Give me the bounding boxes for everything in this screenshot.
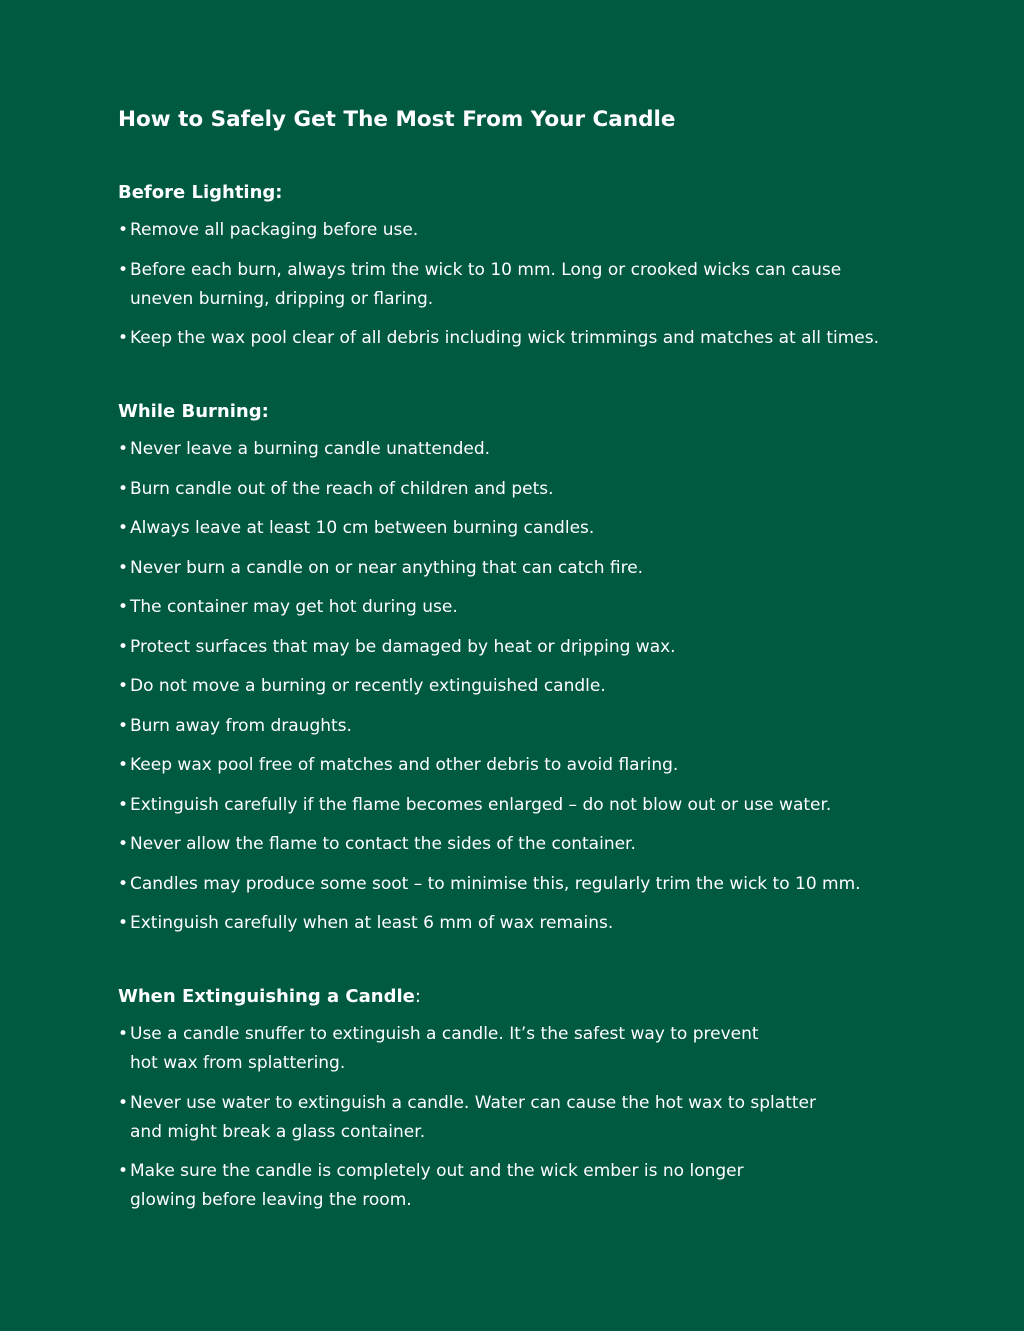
bullet-icon: • xyxy=(118,259,129,280)
list-item: • Always leave at least 10 cm between burning candles. xyxy=(118,514,920,543)
bullet-icon: • xyxy=(118,715,129,736)
list-item: • Candles may produce some soot – to minimise this, regularly trim the wick to 10 mm. xyxy=(118,870,920,899)
list-item: • Remove all packaging before use. xyxy=(118,216,920,245)
bullet-icon: • xyxy=(118,478,129,499)
bullet-icon: • xyxy=(118,676,129,696)
section-before-lighting xyxy=(118,180,1024,353)
list-item: • Keep the wax pool clear of all debris including wick trimmings and matches at all times. xyxy=(118,324,920,353)
bullet-icon: • xyxy=(118,557,129,578)
bullet-icon: • xyxy=(118,597,129,617)
section-heading-when-extinguishing: When Extinguishing a Candle: xyxy=(118,986,421,1007)
list-item: • Never allow the flame to contact the sides of the container. xyxy=(118,830,920,859)
section-when-extinguishing xyxy=(118,984,1024,1215)
bullet-icon: • xyxy=(118,1161,129,1181)
while-burning-list xyxy=(118,435,1024,938)
list-item: • Do not move a burning or recently extinguished candle. xyxy=(118,672,920,701)
bullet-icon: • xyxy=(118,834,129,854)
bullet-icon: • xyxy=(118,873,129,894)
list-item: • Use a candle snuffer to extinguish a candle. It’s the safest way to prevent hot wax from splattering. xyxy=(118,1020,790,1078)
when-extinguishing-list xyxy=(118,1020,1024,1215)
bullet-icon: • xyxy=(118,794,129,815)
bullet-icon: • xyxy=(118,755,129,775)
list-item: • The container may get hot during use. xyxy=(118,593,920,622)
list-item: • Keep wax pool free of matches and other debris to avoid flaring. xyxy=(118,751,920,780)
before-lighting-list xyxy=(118,216,1024,353)
section-heading-while-burning: While Burning: xyxy=(118,401,269,422)
list-item: • Burn candle out of the reach of children and pets. xyxy=(118,475,920,504)
list-item: • Protect surfaces that may be damaged by heat or dripping wax. xyxy=(118,633,920,662)
list-item: • Extinguish carefully when at least 6 mm of wax remains. xyxy=(118,909,920,938)
bullet-icon: • xyxy=(118,518,129,538)
list-item: • Before each burn, always trim the wick to 10 mm. Long or crooked wicks can cause uneven burning, dripping or flaring. xyxy=(118,256,880,314)
bullet-icon: • xyxy=(118,328,129,348)
page-title: How to Safely Get The Most From Your Candle xyxy=(118,107,676,132)
list-item: • Extinguish carefully if the flame becomes enlarged – do not blow out or use water. xyxy=(118,791,920,820)
list-item: • Never burn a candle on or near anything that can catch fire. xyxy=(118,554,920,583)
bullet-icon: • xyxy=(118,439,129,459)
bullet-icon: • xyxy=(118,220,129,240)
list-item: • Burn away from draughts. xyxy=(118,712,920,741)
bullet-icon: • xyxy=(118,1024,129,1044)
list-item: • Never use water to extinguish a candle. Water can cause the hot wax to splatter and might break a glass container. xyxy=(118,1089,850,1147)
bullet-icon: • xyxy=(118,636,129,657)
section-heading-before-lighting: Before Lighting: xyxy=(118,182,283,203)
list-item: • Make sure the candle is completely out and the wick ember is no longer glowing before leaving the room. xyxy=(118,1157,790,1215)
bullet-icon: • xyxy=(118,1092,129,1113)
section-while-burning xyxy=(118,399,1024,938)
bullet-icon: • xyxy=(118,913,129,933)
list-item: • Never leave a burning candle unattended. xyxy=(118,435,920,464)
